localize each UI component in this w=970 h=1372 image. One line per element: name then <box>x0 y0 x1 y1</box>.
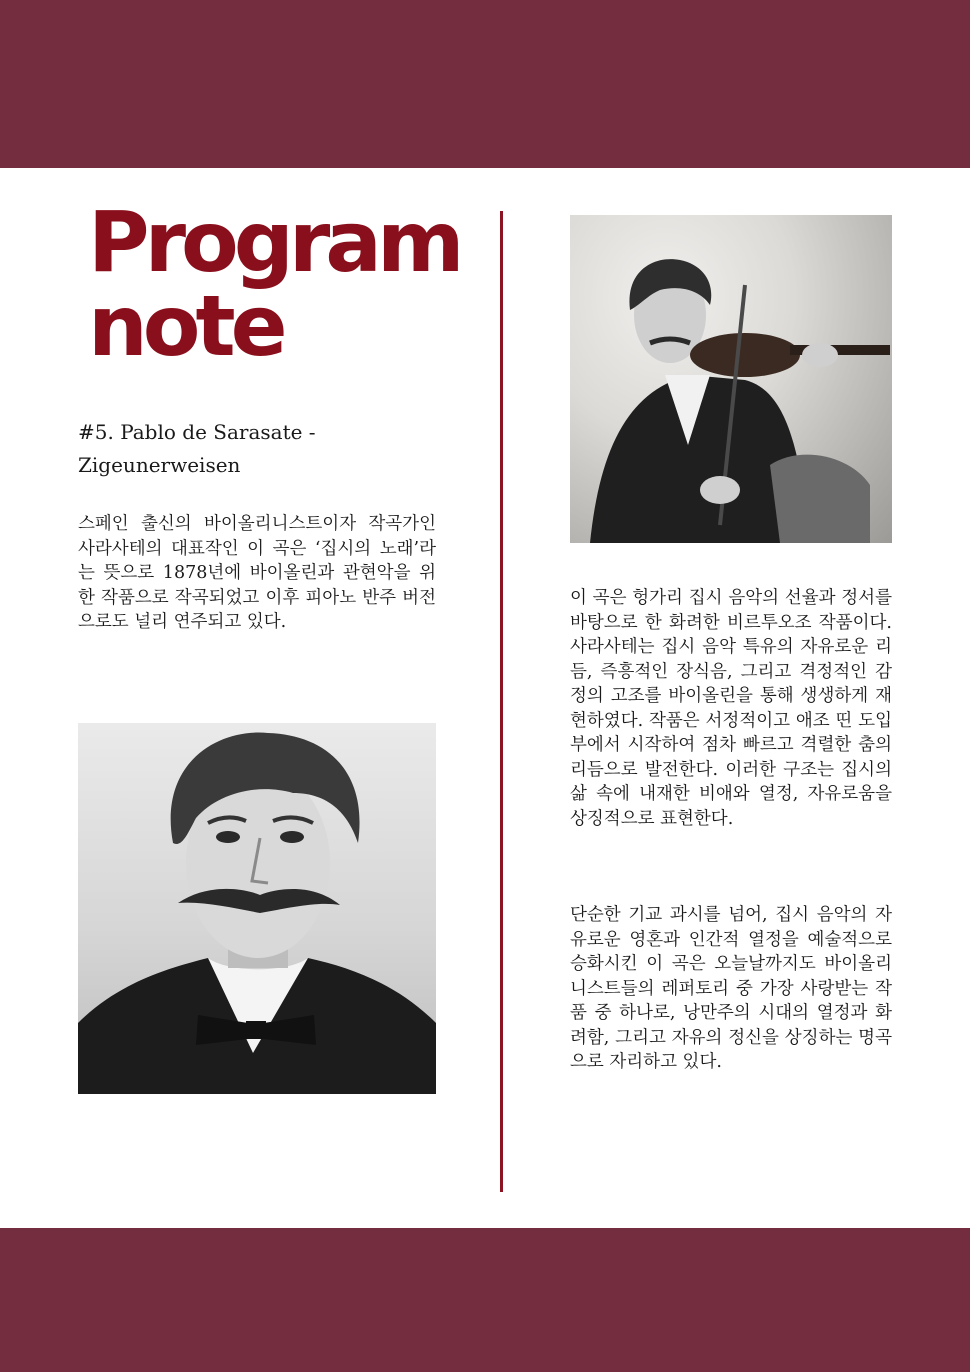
body-paragraph-1: 이 곡은 헝가리 집시 음악의 선율과 정서를 바탕으로 한 화려한 비르투오조 작품이다. 사라사테는 집시 음악 특유의 자유로운 리듬, 즉흥적인 장식음, 그리고 격정적인 감정의 고조를 바이올린을 통해 생생하게 재현하였다. 작품은 서정적이고 애조 띤 도입부에서 시작하여 점차 빠르고 격렬한 춤의 리듬으로 발전한다. 이러한 구조는 집시의 삶 속에 내재한 비애와 열정, 자유로움을 상징적으로 표현한다. <box>570 588 892 829</box>
intro-paragraph: 스페인 출신의 바이올리니스트이자 작곡가인 사라사테의 대표작인 이 곡은 ‘집시의 노래’라는 뜻으로 1878년에 바이올린과 관현악을 위한 작품으로 작곡되었고 이후 피아노 반주 버전으로도 널리 연주되고 있다. <box>78 514 436 632</box>
title-line-note: note <box>88 277 283 375</box>
title-line-program: Program <box>88 193 460 291</box>
top-banner <box>0 0 970 168</box>
sarasate-portrait-photo <box>78 723 436 1094</box>
sarasate-violin-photo <box>570 215 892 543</box>
page-title <box>88 193 460 375</box>
body-paragraph-2: 단순한 기교 과시를 넘어, 집시 음악의 자유로운 영혼과 인간적 열정을 예술적으로 승화시킨 이 곡은 오늘날까지도 바이올리니스트들의 레퍼토리 중 가장 사랑받는 작품 중 하나로, 낭만주의 시대의 열정과 화려함, 그리고 자유의 정신을 상징하는 명곡으로 자리하고 있다. <box>570 905 892 1072</box>
piece-title: #5. Pablo de Sarasate - Zigeunerweisen <box>78 420 316 477</box>
bottom-banner <box>0 1228 970 1372</box>
column-divider <box>500 211 503 1192</box>
